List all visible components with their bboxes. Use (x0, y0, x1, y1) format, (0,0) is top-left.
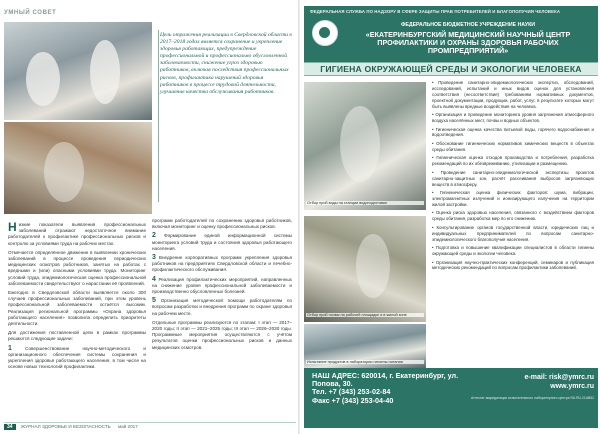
pull-quote: Цель отражения реализации в Свердловской области в 2017–2018 годах является сохранение и укрепление здоровья работающих, предупреждение профессиональной и профессионально обусловленной заболеваемости, снижение угроз здоровью работников, включая последствия профессиональных рисков, профилактика нарушений здоровья работников в процессе трудовой деятельности, улучшение качества обслуживания работников. (160, 32, 292, 95)
agency-line: ФЕДЕРАЛЬНАЯ СЛУЖБА ПО НАДЗОРУ В СФЕРЕ ЗАЩИТЫ ПРАВ ПОТРЕБИТЕЛЕЙ И БЛАГОПОЛУЧИЯ ЧЕЛОВЕКА (310, 9, 561, 14)
list-text: Совершенствование научно-методического и организационного обеспечения системы сохранения и укрепления здоровья работающего населения, в том числе на основе новых технологий профилактики. (8, 345, 146, 370)
paragraph: Отдельные программы реализуются по этапам: I этап — 2017–2020 годы; II этап — 2021–2025 годы; III этап — 2026–2030 годы. Программные мероприятия осуществляются с учётом результатов оценки профессиональных рисков и данных медицинских осмотров. (152, 319, 292, 350)
text-column-1 (8, 222, 146, 373)
photo-figure (340, 106, 380, 182)
website-link[interactable]: www.ymrc.ru (550, 382, 594, 390)
photo-figure (90, 40, 120, 104)
service-paragraph: • Организация научно-практических конференций, семинаров и публикация методических рекомендаций по вопросам профилактики заболеваний. (432, 259, 594, 271)
logo-emblem (319, 27, 330, 38)
paragraph: изкие показатели выявления профессиональных заболеваний отражают недостаточное внимание работодателей к профилактике профессиональных рисков и контролю за условиями труда на рабочих местах. (8, 222, 146, 246)
list-text: Внедрение корпоративных программ укрепления здоровья работников на предприятиях Свердловской области и лечебно-профилактического обслуживания. (152, 255, 292, 273)
service-paragraph: • Подготовка и повышение квалификации специалистов в области гигиены окружающей среды и экологии человека. (432, 245, 594, 256)
quote-rule (158, 30, 159, 202)
institution-name: «ЕКАТЕРИНБУРГСКИЙ МЕДИЦИНСКИЙ НАУЧНЫЙ ЦЕНТР ПРОФИЛАКТИКИ И ОХРАНЫ ЗДОРОВЬЯ РАБОЧИХ ПРОМПРЕДПРИЯТИЙ» (365, 30, 571, 56)
footer-rule (4, 422, 296, 423)
service-paragraph: • Организация и проведение мониторинга уровня загрязнения атмосферного воздуха населённых мест, почвы и водных объектов. (432, 112, 594, 124)
photo-medical-exam (4, 22, 152, 120)
contact-web (470, 374, 594, 391)
address-text: НАШ АДРЕС: 620014, г. Екатеринбург, ул. Попова, 30. (312, 371, 459, 389)
email-link[interactable]: e-mail: risk@ymrc.ru (524, 374, 594, 381)
issue-date: май 2017 (117, 424, 138, 429)
list-item (152, 298, 292, 317)
photo-figure (44, 142, 84, 202)
paragraph: Отмечается определённое движение в выявлении хронических заболеваний в процессе проведения периодических медицинских осмотров работников, занятых на работах с вредными и (или) опасными условиями труда. Мониторинг условий труда, эпидемиологическая оценка профессиональной заболеваемости свидетельствуют о нарастании её проявлений. (8, 249, 146, 286)
paragraph: Для достижения поставленной цели в рамках программы решаются следующие задачи: (8, 330, 146, 342)
list-item (152, 233, 292, 252)
list-number: 1 (8, 344, 12, 352)
drop-cap: Н (8, 220, 17, 234)
list-item (152, 255, 292, 274)
photo-caption: Испытание продуктов в лаборатории гигиены питания (306, 360, 424, 364)
text-column-2 (152, 218, 292, 354)
accreditation-note: Аттестат аккредитации испытательного лабораторного центра RA.RU.21АВ52 (470, 396, 594, 400)
photo-workshop (4, 122, 152, 214)
institution-logo-icon (312, 20, 338, 46)
list-number: 5 (152, 297, 156, 305)
list-item (8, 346, 146, 371)
section-title: ГИГИЕНА ОКРУЖАЮЩЕЙ СРЕДЫ И ЭКОЛОГИИ ЧЕЛОВЕКА (320, 64, 582, 74)
list-number: 2 (152, 232, 156, 240)
photo-water-sampling (304, 82, 426, 210)
service-paragraph: • Обоснование гигиенических нормативов химических веществ в объектах среды обитания. (432, 140, 594, 152)
photo-caption: Отбор проб воды на станции водоподготовки (306, 201, 424, 205)
list-number: 4 (152, 275, 156, 283)
section-rubric: УМНЫЙ СОВЕТ (4, 10, 57, 16)
page-number: 34 (4, 424, 16, 430)
list-number: 3 (152, 254, 156, 262)
contact-address (312, 372, 462, 405)
list-text: Организация методической помощи работодателям по вопросам разработки и внедрения программ по охране здоровья на рабочем месте. (152, 298, 292, 316)
list-text: Реализация профилактических мероприятий, направленных на снижение уровня профессиональной заболеваемости и производственно обусловленных болезней. (152, 276, 292, 295)
left-footer (4, 424, 296, 430)
service-paragraph: • Проведение санитарно-эпидемиологических экспертиз, обследований, исследований, испытаний и иных видов оценок для установления соответствия (несоответствия) требованиям нормативных документов, проектной документации, продукции, работ, услуг, в результате которых могут быть выявлены вредные воздействия на человека. (432, 80, 594, 109)
journal-name: ЖУРНАЛ ЗДОРОВЬЕ И БЕЗОПАСНОСТЬ (20, 424, 111, 429)
paragraph: Ежегодно в Свердловской области выявляется около 300 случаев профессиональных заболеваний, при этом уровень профессиональной заболеваемости остаётся высоким. Реализация региональной программы «Охрана здоровья работающего населения» позволила определить приоритеты деятельности. (8, 290, 146, 327)
list-item (152, 277, 292, 296)
phone-text: Тел. +7 (343) 253-02-84 (312, 387, 391, 397)
service-paragraph: • Гигиеническая оценка физических факторов: шума, вибрации, электромагнитных излучений и ионизирующего излучения на территории жилой застройки. (432, 190, 594, 207)
service-paragraph: • Консультирование органов государственной власти, юридических лиц и индивидуальных предпринимателей по вопросам санитарно-эпидемиологического благополучия населения. (432, 224, 594, 242)
service-paragraph: • Проведение санитарно-эпидемиологической экспертизы проектов санитарно-защитных зон, расчёт рассеивания выбросов загрязняющих веществ в атмосферу. (432, 169, 594, 187)
list-text: программ работодателей по сохранению здоровья работников, включая мониторинг и оценку профессиональных рисков. (152, 218, 292, 230)
photo-figure (356, 234, 390, 298)
services-column (432, 80, 594, 274)
service-paragraph: • Гигиеническая оценка качества питьевой воды, горячего водоснабжения и водоотведения. (432, 126, 594, 138)
fax-text: Факс +7 (343) 253-04-40 (312, 395, 394, 405)
photo-soil-sampling (304, 216, 426, 322)
photo-figure (26, 52, 60, 106)
institution-type: ФЕДЕРАЛЬНОЕ БЮДЖЕТНОЕ УЧРЕЖДЕНИЕ НАУКИ (401, 22, 535, 28)
service-paragraph: • Оценка риска здоровью населения, связанного с воздействием факторов среды обитания, разработка мер по его снижению. (432, 210, 594, 222)
list-text: Формирование единой информационной системы мониторинга условий труда и состояния здоровья работающего населения. (152, 233, 292, 251)
service-paragraph: • Гигиеническая оценка отходов производства и потребления, разработка рекомендаций по их обезвреживанию, утилизации и размещению. (432, 155, 594, 167)
photo-caption: Отбор проб почвы на рабочей площадке и в жилой зоне (306, 313, 424, 317)
